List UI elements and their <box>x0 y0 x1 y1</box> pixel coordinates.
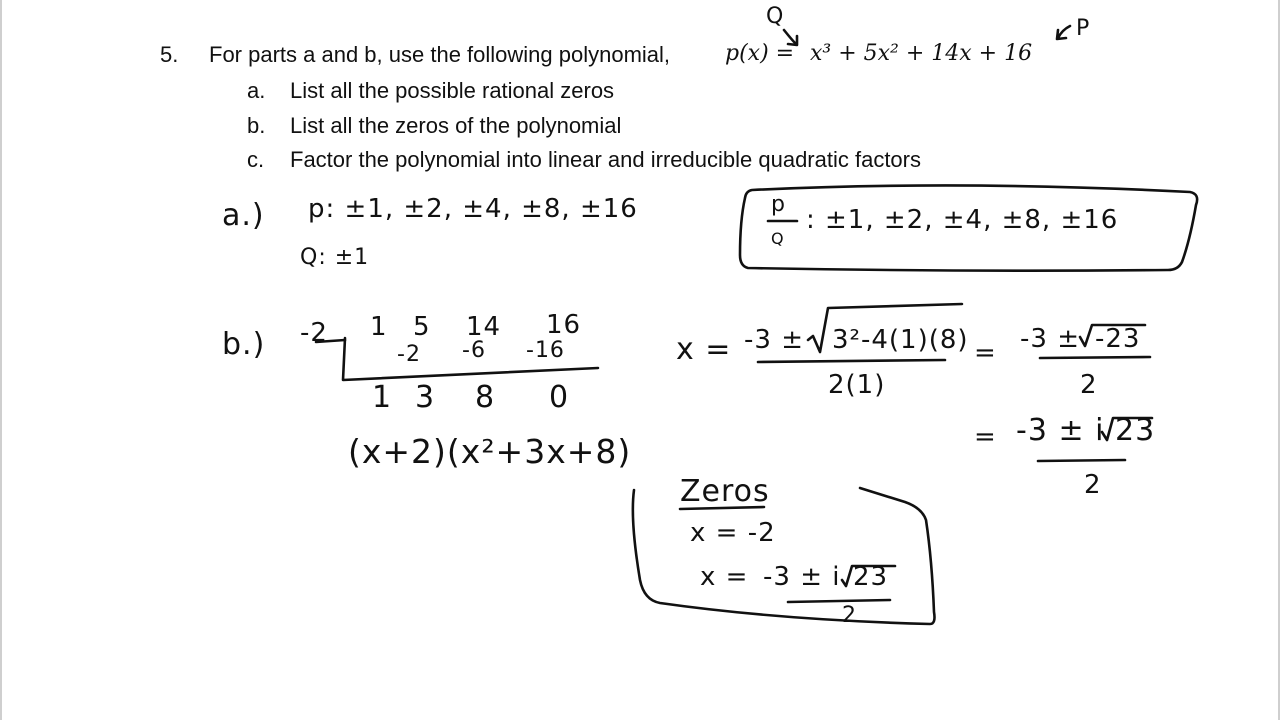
zeros-box <box>633 488 935 624</box>
polynomial-rhs: x³ + 5x² + 14x + 16 <box>810 41 1033 66</box>
zero-2-lhs: x = <box>700 562 749 592</box>
qf-x-equals: x = <box>676 332 732 367</box>
polynomial-lhs: p(x) = <box>725 41 795 66</box>
step3-fraction-bar <box>1038 460 1125 461</box>
annotation-p: P <box>1076 16 1091 41</box>
zero-2-radicand: 23 <box>853 562 889 592</box>
part-b-letter: b. <box>247 113 266 138</box>
annotation-q: Q <box>766 4 785 29</box>
p-factors: p: ±1, ±2, ±4, ±8, ±16 <box>308 194 638 224</box>
coef-4: 16 <box>546 310 582 340</box>
problem-number: 5. <box>160 42 179 67</box>
step3-denominator: 2 <box>1084 470 1102 500</box>
step2-radicand: -23 <box>1095 324 1141 354</box>
product-2: -6 <box>462 338 486 363</box>
coef-3: 14 <box>466 312 502 342</box>
zero-2-numerator-prefix: -3 ± i <box>763 562 841 592</box>
zero-2-denominator: 2 <box>842 603 857 628</box>
part-a-text: List all the possible rational zeros <box>290 78 615 103</box>
rational-zeros-list: : ±1, ±2, ±4, ±8, ±16 <box>806 205 1119 235</box>
q-factors: Q: ±1 <box>300 245 370 270</box>
ratio-denominator: Q <box>771 229 785 248</box>
ratio-numerator: p <box>771 192 786 217</box>
step3-numerator-prefix: -3 ± i <box>1016 413 1105 448</box>
part-c-text: Factor the polynomial into linear and irreducible quadratic factors <box>290 147 921 172</box>
step3-radicand: 23 <box>1115 413 1156 448</box>
step2-denominator: 2 <box>1080 370 1098 400</box>
qf-fraction-bar <box>758 360 945 362</box>
coef-1: 1 <box>370 312 388 342</box>
equals-2: = <box>974 422 997 452</box>
coef-2: 5 <box>413 312 431 342</box>
product-1: -2 <box>397 342 421 367</box>
result-1: 1 <box>372 380 393 415</box>
part-c-letter: c. <box>247 147 265 172</box>
work-a-label: a.) <box>222 198 265 233</box>
part-a-letter: a. <box>247 78 266 103</box>
work-b-label: b.) <box>222 327 266 362</box>
problem-prompt: For parts a and b, use the following polynomial, <box>209 42 671 67</box>
qf-numerator-prefix: -3 ± <box>744 325 804 355</box>
step2-numerator-prefix: -3 ± <box>1020 324 1080 354</box>
result-4: 0 <box>549 380 570 415</box>
part-b-text: List all the zeros of the polynomial <box>290 113 622 138</box>
product-3: -16 <box>526 338 565 363</box>
arrow-p <box>1057 26 1070 39</box>
factored-form: (x+2)(x²+3x+8) <box>348 432 632 471</box>
zeros-title: Zeros <box>680 474 770 509</box>
zero-1: x = -2 <box>690 518 776 548</box>
result-3: 8 <box>475 380 496 415</box>
equals-1: = <box>974 338 997 368</box>
result-2: 3 <box>415 380 436 415</box>
zero-2-fraction-bar <box>788 600 890 602</box>
step2-fraction-bar <box>1040 357 1150 358</box>
synthetic-divisor: -2 <box>300 318 328 348</box>
qf-radicand: 3²-4(1)(8) <box>832 325 969 355</box>
qf-denominator: 2(1) <box>828 370 886 400</box>
